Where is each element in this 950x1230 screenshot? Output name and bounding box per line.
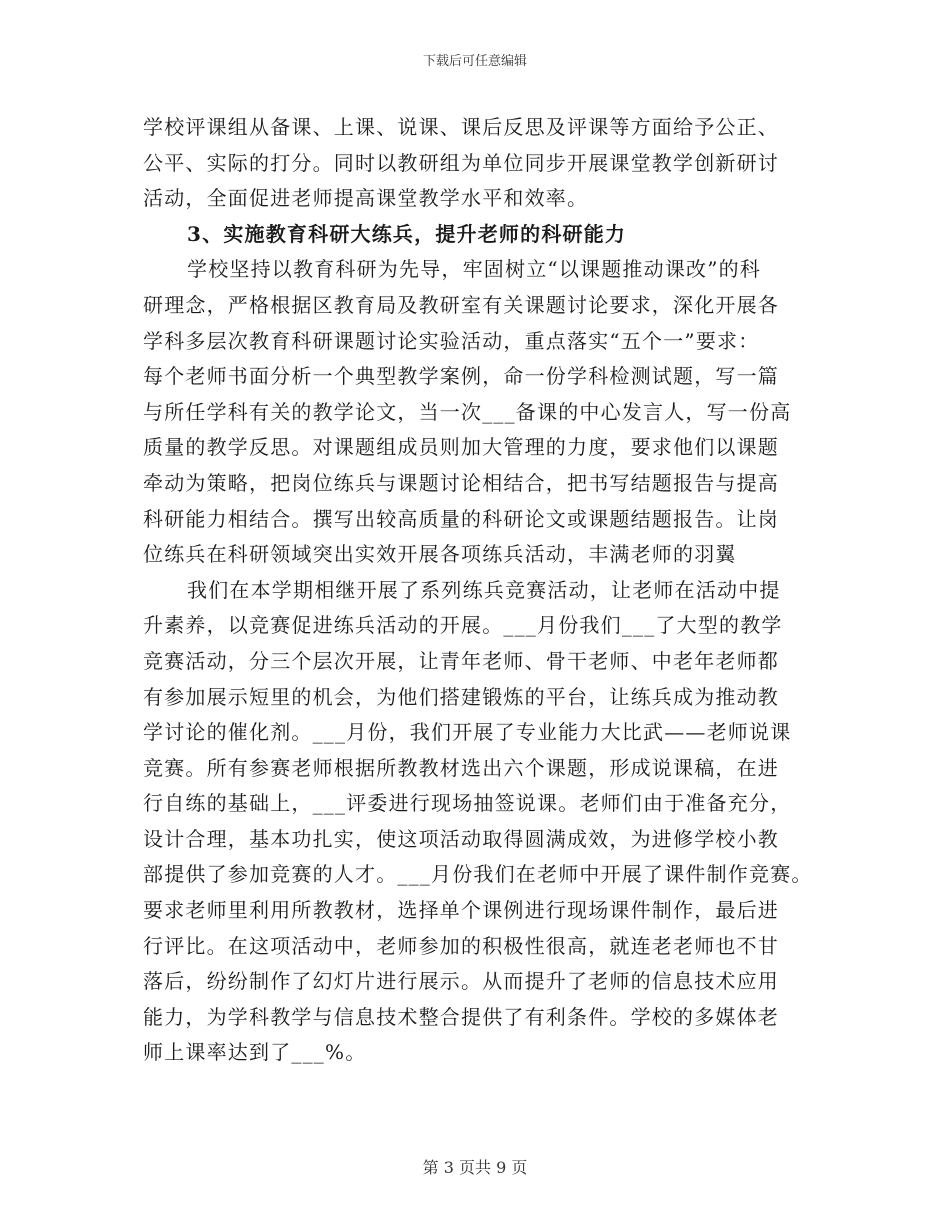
text-line: 每个老师书面分析一个典型教学案例，命一份学科检测试题，写一篇 [143,364,779,389]
text-line: 质量的教学反思。对课题组成员则加大管理的力度，要求他们以课题 [143,435,779,460]
text-line: 落后，纷纷制作了幻灯片进行展示。从而提升了老师的信息技术应用 [143,969,779,994]
text-line: 研理念，严格根据区教育局及教研室有关课题讨论要求，深化开展各 [143,292,779,317]
text-line: 设计合理，基本功扎实，使这项活动取得圆满成效，为进修学校小教 [143,826,779,851]
text-line: 能力，为学科教学与信息技术整合提供了有利条件。学校的多媒体老 [143,1004,779,1029]
text-line: 我们在本学期相继开展了系列练兵竞赛活动，让老师在活动中提 [187,577,781,602]
text-line: 科研能力相结合。撰写出较高质量的科研论文或课题结题报告。让岗 [143,506,779,531]
page-footer: 第 3 页共 9 页 [422,1158,528,1177]
text-line: 升素养，以竞赛促进练兵活动的开展。___月份我们___了大型的教学 [143,613,783,638]
text-line: 要求老师里利用所教教材，选择单个课例进行现场课件制作，最后进 [143,898,779,923]
text-line: 公平、实际的打分。同时以教研组为单位同步开展课堂教学创新研讨 [143,150,779,175]
text-line: 活动，全面促进老师提高课堂教学水平和效率。 [143,186,589,211]
text-line: 位练兵在科研领域突出实效开展各项练兵活动，丰满老师的羽翼 [143,542,737,567]
text-line: 牵动为策略，把岗位练兵与课题讨论相结合，把书写结题报告与提高 [143,470,779,495]
text-line: 学讨论的催化剂。___月份，我们开展了专业能力大比武——老师说课 [143,720,792,745]
text-line: 竞赛。所有参赛老师根据所教教材选出六个课题，形成说课稿，在进 [143,755,779,780]
text-line: 竞赛活动，分三个层次开展，让青年老师、骨干老师、中老年老师都 [143,648,779,673]
text-line: 师上课率达到了___%。 [143,1040,367,1065]
text-line: 学科多层次教育科研课题讨论实验活动，重点落实“五个一”要求： [143,328,760,353]
text-line: 行评比。在这项活动中，老师参加的积极性很高，就连老老师也不甘 [143,933,779,958]
page-header: 下载后可任意编辑 [422,54,527,69]
text-line: 学校评课组从备课、上课、说课、课后反思及评课等方面给予公正、 [143,115,779,139]
section-heading: 3、实施教育科研大练兵，提升老师的科研能力 [187,221,627,246]
text-line: 有参加展示短里的机会，为他们搭建锻炼的平台，让练兵成为推动教 [143,684,779,709]
text-line: 行自练的基础上，___评委进行现场抽签说课。老师们由于准备充分， [143,791,792,816]
document-body [143,110,813,1071]
text-line: 学校坚持以教育科研为先导，牢固树立“以课题推动课改”的科 [187,257,762,282]
text-line: 部提供了参加竞赛的人才。___月份我们在老师中开展了课件制作竞赛。 [143,862,813,887]
text-line: 与所任学科有关的教学论文，当一次___备课的中心发言人，写一份高 [143,399,792,424]
